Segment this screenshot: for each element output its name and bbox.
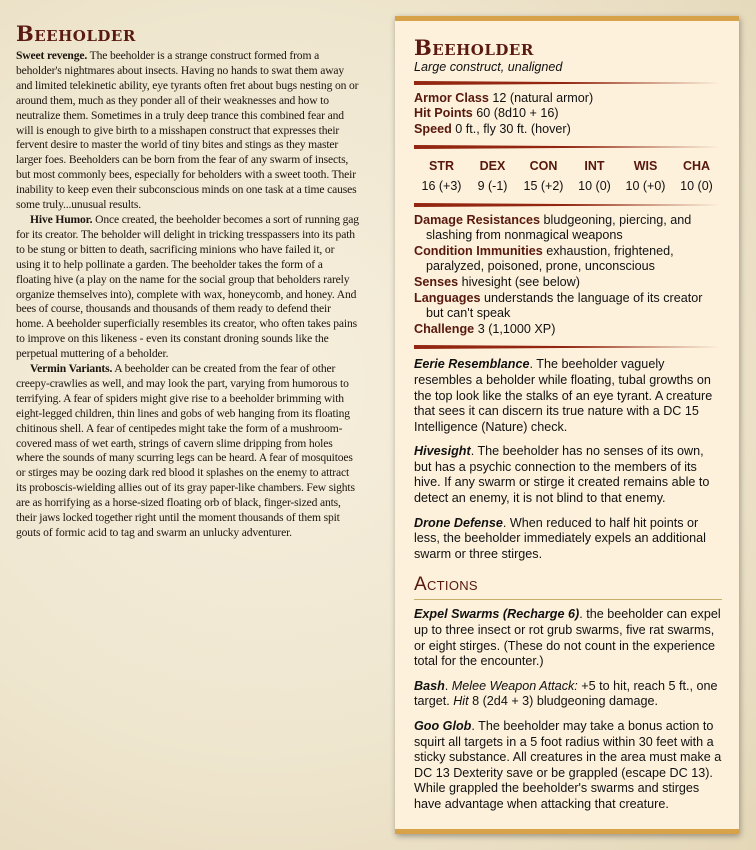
ability-score: 9 (-1) — [477, 178, 508, 193]
trait-text: . When reduced to half hit points or less, the beeholder immediately expels an additional swarm or three stirges. — [414, 515, 706, 561]
ability-cha — [671, 159, 722, 194]
ability-score: 10 (+0) — [625, 178, 666, 193]
trait-text: . The beeholder vaguely resembles a beholder while floating, tubal growths on the top look like the stalks of an eye tyrant. A creature that sees it can discern its true nature with a DC 15 Intelligence (Nature) check. — [414, 357, 713, 434]
lore-text: The beeholder is a strange construct formed from a beholder's nightmares about insects. Having no hands to swat them away and limited telekinetic ability, eye tyrants often fret about bugs nesting on or around them, much as they ponder all of their weaknesses and how to neutralize them. Sometimes in a truly deep trance this combined fear and will is enough to give birth to a misshapen construct that expresses their fervent desire to master the world of tiny bites and stings as they master larger foes. Beeholders can be born from the fear of any swarm of insects, but most commonly bees, especially for beholders with a sweet tooth. Their inability to keep even their subconscious minds on one task at a time causes some truly...unusual results. — [16, 49, 359, 212]
trait-text: . The beeholder has no senses of its own, but has a psychic connection to the members of its hive. If any swarm or stirge it created remains able to detect an enemy, it is not blind to that enemy. — [414, 444, 710, 506]
attack-label: Melee Weapon Attack: — [451, 678, 578, 693]
ability-name: INT — [584, 159, 605, 174]
stat-value: understands the language of its creator but can't speak — [426, 290, 703, 321]
action-expel-swarms — [414, 607, 722, 669]
ability-name: CHA — [682, 159, 711, 174]
ability-name: DEX — [479, 159, 506, 174]
ability-con — [518, 159, 569, 194]
hit-text: 8 (2d4 + 3) bludgeoning damage. — [468, 694, 659, 709]
stat-value: 3 (1,1000 XP) — [477, 321, 556, 336]
ability-score: 15 (+2) — [523, 178, 564, 193]
stat-label: Damage Resistances — [414, 212, 541, 227]
divider — [414, 203, 722, 207]
lore-paragraph-vermin-variants — [16, 362, 360, 541]
stat-block — [395, 16, 739, 834]
action-text: . The beeholder may take a bonus action to squirt all targets in a 5 foot radius within 30 feet with a sticky substance. All creatures in the area must make a DC 13 Dexterity save or be grappled (escape DC 13). While grappled the beeholder's swarms and stirges have advantage when attacking that creature. — [414, 719, 722, 811]
languages — [414, 291, 722, 322]
hit-label: Hit — [453, 694, 469, 709]
lore-column — [16, 22, 360, 541]
action-bash: Bash. Melee Weapon Attack: +5 to hit, reach 5 ft., one target. Hit 8 (2d4 + 3) bludgeoning damage. — [414, 678, 718, 709]
stat-label: Senses — [414, 274, 459, 289]
challenge — [414, 322, 722, 338]
action-name: Expel Swarms (Recharge 6) — [414, 607, 580, 622]
stat-value: 12 (natural armor) — [492, 90, 594, 105]
ability-name: CON — [529, 159, 558, 174]
armor-class — [414, 91, 722, 107]
action-text: . the beeholder can expel up to three insect or rot grub swarms, five rat swarms, or eight stirges. (These do not count in the experience total for the encounter.) — [414, 607, 721, 669]
stat-label: Languages — [414, 290, 481, 305]
ability-score: 10 (0) — [680, 178, 713, 193]
divider — [414, 145, 722, 149]
lore-lead: Hive Humor. — [30, 212, 93, 226]
ability-wis — [620, 159, 671, 194]
stat-value: 60 (8d10 + 16) — [476, 106, 559, 121]
lore-text: Once created, the beeholder becomes a sort of running gag for its creator. The beholder will delight in tricking tresspassers into its path to be stung or bitten to death, sacrificing minions who have failed it, or using it to help pollinate a garden. The beeholder takes the form of a floating hive (a play on the name for the social group that beholders rarely organize themselves into), complete with wax, honeycomb, and honey. And bees of course, thousands and thousands of them ready to defend their home. A beeholder superficially resembles its creator, who often takes pains to improve on this likeness - even its constant droning sounds like the perpetual muttering of a beholder. — [16, 212, 359, 361]
trait-hivesight — [414, 444, 722, 506]
senses — [414, 275, 722, 291]
action-name: Bash — [414, 678, 445, 693]
trait-name: Drone Defense — [414, 515, 503, 530]
trait-name: Eerie Resemblance — [414, 357, 530, 372]
lore-lead: Sweet revenge. — [16, 49, 88, 62]
monster-subtitle: Large construct, unaligned — [414, 60, 563, 74]
damage-resistances — [414, 213, 722, 244]
ability-scores — [414, 159, 722, 194]
stat-value: bludgeoning, piercing, and slashing from nonmagical weapons — [426, 212, 692, 243]
ability-name: WIS — [633, 159, 658, 174]
ability-name: STR — [429, 159, 454, 174]
ability-score: 16 (+3) — [421, 178, 462, 193]
actions-heading: Actions — [414, 574, 722, 600]
speed — [414, 122, 722, 138]
lore-paragraph-sweet-revenge — [16, 49, 360, 213]
action-goo-glob — [414, 719, 722, 813]
divider — [414, 345, 722, 349]
stat-value: exhaustion, frightened, paralyzed, poisoned, prone, unconscious — [426, 243, 674, 274]
lore-text: A beeholder can be created from the fear of other creepy-crawlies as well, and may look the part, varying from humorous to terrifying. A fear of spiders might give rise to a beeholder brimming with eight-legged children, thin lines and gobs of web hanging from its floating chitinous shell. A fear of centipedes might take the form of a mushroom-covered mass of wet earth, strings of cavern slime dripping from holes where the sounds of many scurring legs can be heard. A fear of mosquitoes or stirges may be oozing dark red blood it splashes on the enemy to attract its proboscis-wielding allies out of its gray paper-like chambers. Few sights are as horrifying as a horse-sized floating orb of black, finger-sized ants, their jaws locked together right until the moment thousands of them spit gouts of formic acid to tag and swarm an unlucky adventurer. — [16, 362, 355, 539]
stat-label: Armor Class — [414, 90, 489, 105]
lore-title: Beeholder — [16, 21, 136, 46]
trait-drone-defense — [414, 516, 722, 563]
stat-label: Condition Immunities — [414, 243, 543, 258]
ability-str — [416, 159, 467, 194]
attack-text: +5 to hit, reach 5 ft., one target. — [414, 678, 718, 709]
stat-label: Challenge — [414, 321, 475, 336]
stat-value: hivesight (see below) — [461, 274, 580, 289]
monster-name: Beeholder — [414, 35, 534, 60]
lore-paragraph-hive-humor — [16, 213, 360, 362]
ability-dex — [467, 159, 518, 194]
action-name: Goo Glob — [414, 719, 472, 733]
trait-name: Hivesight — [414, 444, 471, 459]
divider — [414, 81, 722, 85]
condition-immunities — [414, 244, 722, 275]
trait-eerie-resemblance — [414, 357, 722, 435]
stat-value: 0 ft., fly 30 ft. (hover) — [455, 121, 571, 136]
ability-int — [569, 159, 620, 194]
hit-points — [414, 106, 722, 122]
lore-lead: Vermin Variants. — [30, 362, 113, 376]
ability-score: 10 (0) — [578, 178, 611, 193]
stat-label: Hit Points — [414, 106, 473, 121]
stat-label: Speed — [414, 121, 452, 136]
